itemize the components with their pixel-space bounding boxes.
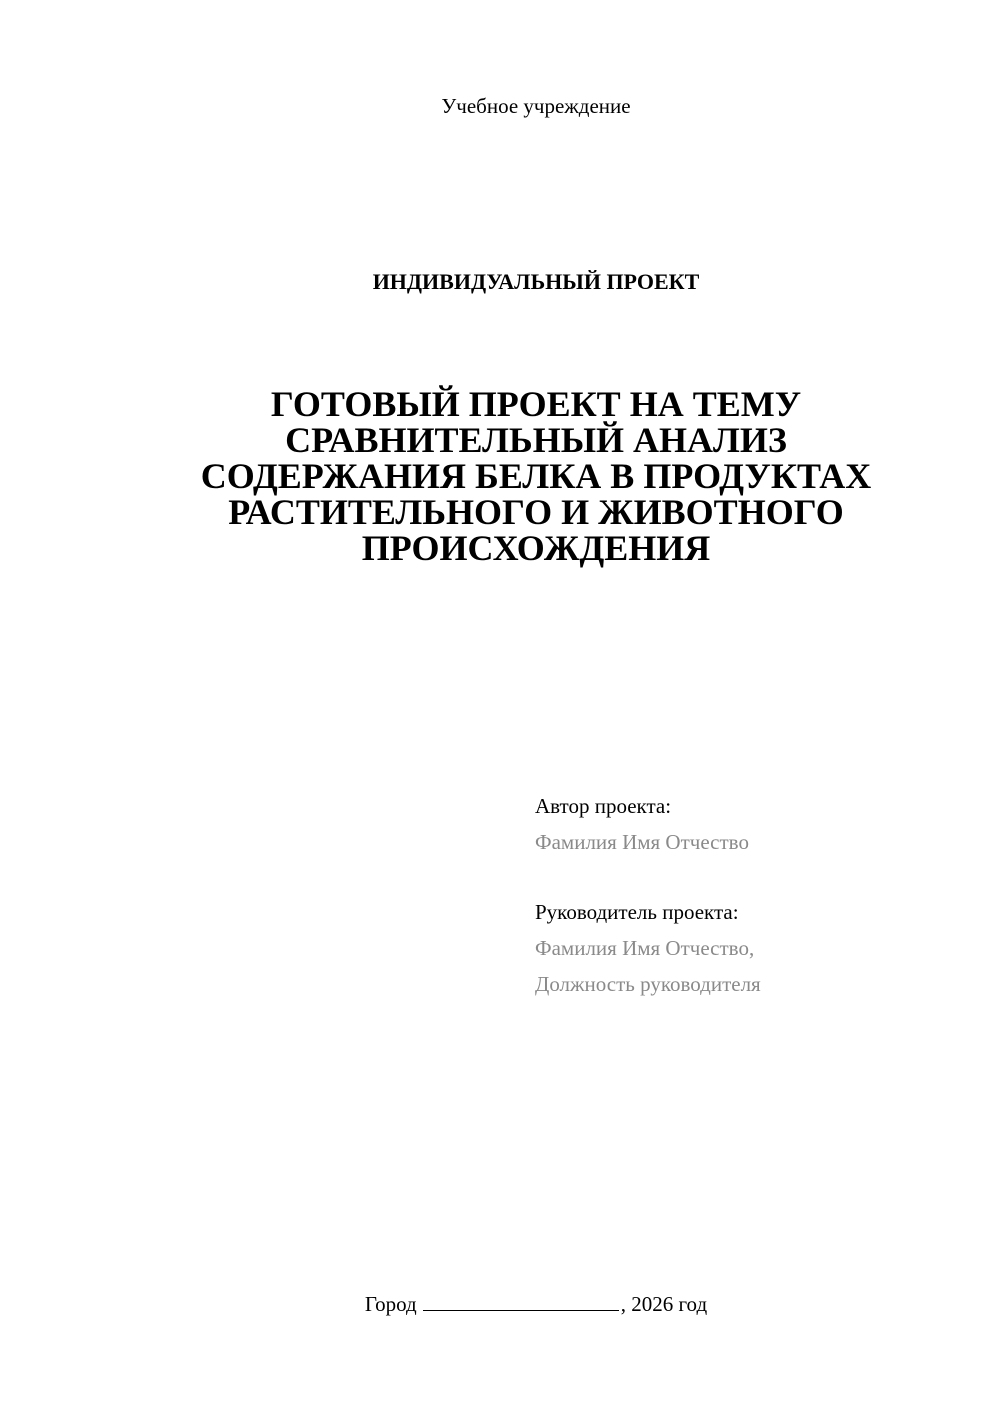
author-label: Автор проекта: <box>535 794 672 818</box>
supervisor-position: Должность руководителя <box>535 972 761 996</box>
footer-city-year <box>0 1290 1000 1318</box>
document-type: ИНДИВИДУАЛЬНЫЙ ПРОЕКТ <box>372 269 700 294</box>
title-line: СРАВНИТЕЛЬНЫЙ АНАЛИЗ <box>285 420 787 460</box>
supervisor-block <box>535 894 761 1002</box>
title-line: ПРОИСХОЖДЕНИЯ <box>361 528 711 568</box>
project-title <box>150 386 922 566</box>
author-block <box>535 788 749 860</box>
year-text: , 2026 год <box>620 1292 708 1316</box>
title-line: ГОТОВЫЙ ПРОЕКТ НА ТЕМУ <box>270 384 802 424</box>
title-line: СОДЕРЖАНИЯ БЕЛКА В ПРОДУКТАХ <box>200 456 872 496</box>
supervisor-label: Руководитель проекта: <box>535 900 739 924</box>
title-line: РАСТИТЕЛЬНОГО И ЖИВОТНОГО <box>228 492 844 532</box>
city-label: Город <box>364 1292 417 1316</box>
supervisor-name: Фамилия Имя Отчество, <box>535 936 755 960</box>
institution-name: Учебное учреждение <box>441 94 631 118</box>
city-blank-line <box>423 1290 619 1311</box>
author-name: Фамилия Имя Отчество <box>535 830 749 854</box>
